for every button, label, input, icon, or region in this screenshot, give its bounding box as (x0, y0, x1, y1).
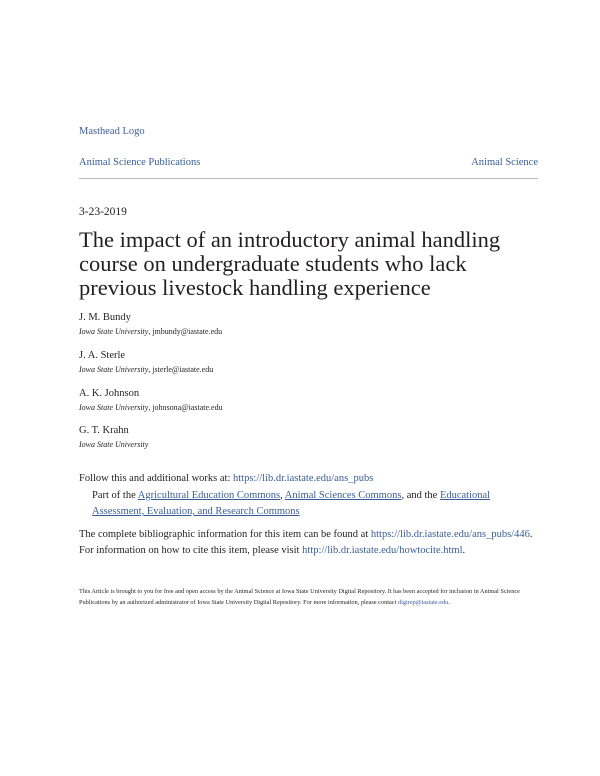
author-name: J. A. Sterle (79, 350, 126, 361)
citation-end: . (462, 545, 466, 556)
author-name: G. T. Krahn (79, 425, 129, 436)
follow-line (79, 471, 541, 487)
author-email: johnsona@iastate.edu (152, 403, 223, 412)
publication-date: 3-23-2019 (79, 206, 127, 218)
how-to-cite-link[interactable]: http://lib.dr.iastate.edu/howtocite.html (302, 545, 463, 556)
author-name: J. M. Bundy (79, 312, 131, 323)
item-url-link[interactable]: https://lib.dr.iastate.edu/ans_pubs/446 (370, 529, 530, 540)
citation-text: . For information on how to cite this item, please visit (79, 529, 533, 556)
follow-text: Follow this and additional works at: (79, 473, 233, 484)
affiliation-name: Iowa State University (79, 327, 149, 336)
series-link[interactable]: Animal Science Publications (79, 157, 201, 168)
department-link[interactable]: Animal Science (471, 157, 538, 168)
affiliation-name: Iowa State University (79, 440, 149, 449)
citation-text: The complete bibliographic information for this item can be found at (79, 529, 371, 540)
animal-sciences-commons-link[interactable]: Animal Sciences Commons (284, 490, 402, 501)
header-divider (79, 178, 538, 179)
author-email: jmbundy@iastate.edu (152, 327, 223, 336)
masthead-logo-link[interactable]: Masthead Logo (79, 126, 145, 137)
educational-assessment-commons-link[interactable]: Educational Assessment, Evaluation, and Research Commons (92, 490, 491, 517)
agricultural-education-commons-link[interactable]: Agricultural Education Commons (137, 490, 281, 501)
affiliation-name: Iowa State University (79, 403, 149, 412)
repository-notice (79, 586, 539, 608)
separator-text: , (280, 490, 285, 501)
part-of-text: Part of the (92, 490, 138, 501)
disciplines-line (92, 488, 541, 520)
author-affiliation: Iowa State University, jsterle@iastate.edu (79, 365, 214, 374)
collection-url-link[interactable]: https://lib.dr.iastate.edu/ans_pubs (233, 473, 374, 484)
author-affiliation: Iowa State University, jmbundy@iastate.edu (79, 327, 223, 336)
article-title: The impact of an introductory animal handling course on undergraduate students who lack previous livestock handling experience (79, 227, 501, 300)
author-name: A. K. Johnson (79, 388, 140, 399)
author-email: jsterle@iastate.edu (152, 365, 214, 374)
citation-paragraph (79, 527, 541, 559)
author-affiliation (79, 440, 148, 449)
and-text: , and the (401, 490, 440, 501)
author-affiliation: Iowa State University, johnsona@iastate.edu (79, 403, 223, 412)
notice-end: . (448, 599, 450, 606)
affiliation-name: Iowa State University (79, 365, 149, 374)
contact-email-link[interactable]: digirep@iastate.edu (397, 599, 449, 606)
notice-text: This Article is brought to you for free and open access by the Animal Science at Iowa State University Digital Repository. It has been accepted for inclusion in Animal Science Publications by an authorized administrator of Iowa State University Digital Repository. For more information, please contact (79, 588, 520, 606)
